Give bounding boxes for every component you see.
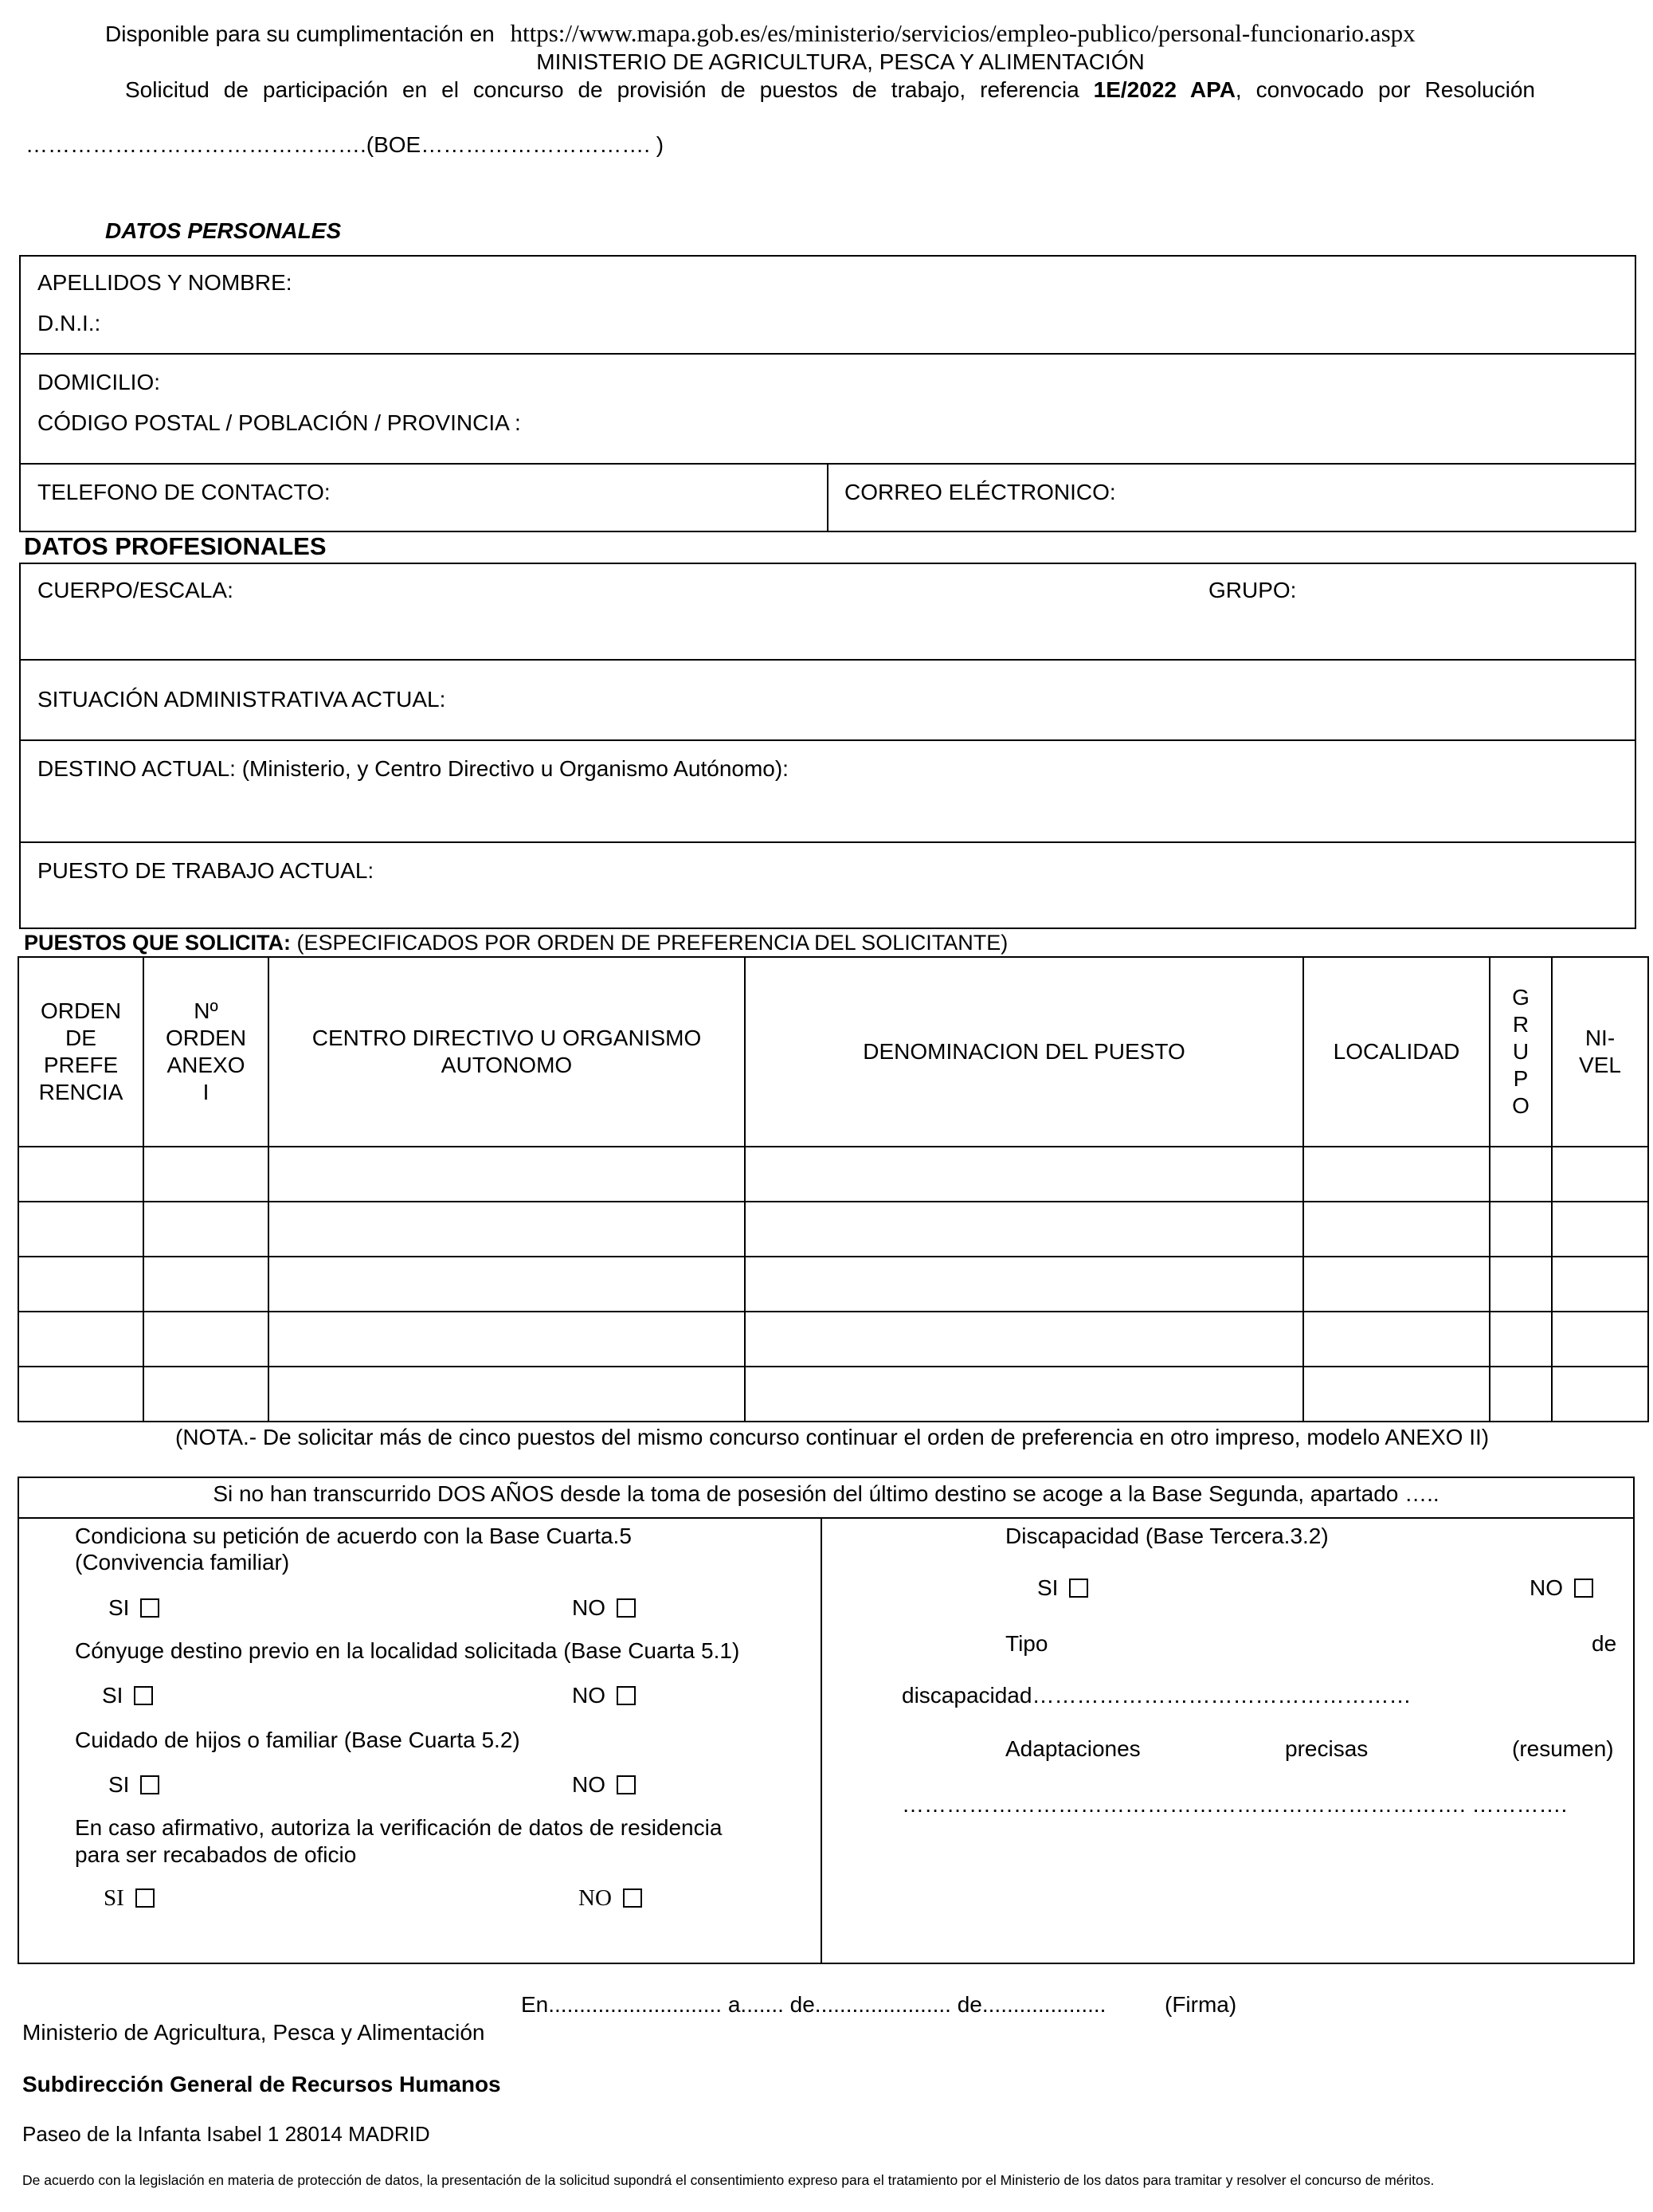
divider xyxy=(19,841,1636,843)
care-condition-label: Cuidado de hijos o familiar (Base Cuarta 5.2) xyxy=(75,1728,520,1752)
checkbox[interactable] xyxy=(617,1775,636,1794)
request-line: Solicitud de participación en el concurso de provisión de puestos de trabajo, referencia 1E/2022 APA, convocado por Resolución xyxy=(125,77,1535,102)
col-header-center: CENTRO DIRECTIVO U ORGANISMO AUTONOMO xyxy=(268,957,745,1147)
availability-line xyxy=(105,19,1416,49)
disability-type-field[interactable]: discapacidad…………………………………………… xyxy=(902,1683,1412,1708)
disability-title: Discapacidad (Base Tercera.3.2) xyxy=(1005,1524,1329,1548)
requested-positions-table xyxy=(18,956,1649,1422)
table-row xyxy=(18,1202,1648,1257)
body-scale-label: CUERPO/ESCALA: xyxy=(37,578,233,602)
availability-url[interactable]: https://www.mapa.gob.es/es/ministerio/servicios/empleo-publico/personal-funcionario.aspx xyxy=(510,19,1416,47)
email-label: CORREO ELÉCTRONICO: xyxy=(844,480,1116,504)
divider xyxy=(19,739,1636,741)
col-header-position-name: DENOMINACION DEL PUESTO xyxy=(745,957,1303,1147)
postal-label: CÓDIGO POSTAL / POBLACIÓN / PROVINCIA : xyxy=(37,410,521,435)
checkbox[interactable] xyxy=(135,1888,155,1908)
col-header-group: G R U P O xyxy=(1490,957,1552,1147)
table-row xyxy=(18,1312,1648,1367)
checkbox[interactable] xyxy=(617,1686,636,1705)
family-condition-no[interactable]: NO xyxy=(572,1594,636,1622)
resolution-line: ……………………………………….(BOE…………………………. ) xyxy=(25,132,664,157)
divider xyxy=(18,1517,1635,1519)
admin-situation-label: SITUACIÓN ADMINISTRATIVA ACTUAL: xyxy=(37,687,446,712)
address-ministry: Ministerio de Agricultura, Pesca y Alimentación xyxy=(22,2020,485,2045)
table-row xyxy=(18,1367,1648,1422)
divider xyxy=(19,353,1636,355)
adaptations-word-3: (resumen) xyxy=(1512,1736,1614,1761)
col-header-level: NI- VEL xyxy=(1552,957,1648,1147)
table-header-row xyxy=(18,957,1648,1147)
adaptations-word-1: Adaptaciones xyxy=(1005,1736,1141,1761)
surname-name-label: APELLIDOS Y NOMBRE: xyxy=(37,270,292,295)
divider xyxy=(821,1517,822,1964)
adaptations-word-2: precisas xyxy=(1285,1736,1369,1761)
availability-prefix: Disponible para su cumplimentación en xyxy=(105,22,495,46)
spouse-condition-label: Cónyuge destino previo en la localidad solicitada (Base Cuarta 5.1) xyxy=(75,1638,740,1663)
dni-label: D.N.I.: xyxy=(37,311,101,335)
professional-section-title: DATOS PROFESIONALES xyxy=(24,532,327,560)
family-condition-sublabel: (Convivencia familiar) xyxy=(75,1550,290,1575)
divider xyxy=(19,659,1636,661)
checkbox[interactable] xyxy=(623,1888,642,1908)
col-header-locality: LOCALIDAD xyxy=(1303,957,1490,1147)
checkbox[interactable] xyxy=(140,1598,159,1618)
positions-section-title: PUESTOS QUE SOLICITA: (ESPECIFICADOS POR ORDEN DE PREFERENCIA DEL SOLICITANTE) xyxy=(24,931,1009,955)
divider xyxy=(827,463,828,532)
family-condition-label: Condiciona su petición de acuerdo con la Base Cuarta.5 xyxy=(75,1524,632,1548)
spouse-condition-yes[interactable]: SI xyxy=(102,1681,153,1710)
residence-verification-label: En caso afirmativo, autoriza la verificación de datos de residencia xyxy=(75,1815,723,1840)
spouse-condition-no[interactable]: NO xyxy=(572,1681,636,1710)
checkbox[interactable] xyxy=(617,1598,636,1618)
address-department: Subdirección General de Recursos Humanos xyxy=(22,2072,501,2096)
current-position-label: PUESTO DE TRABAJO ACTUAL: xyxy=(37,858,374,883)
positions-note: (NOTA.- De solicitar más de cinco puestos del mismo concurso continuar el orden de preferencia en otro impreso, modelo ANEXO II) xyxy=(175,1425,1490,1449)
reference-code: 1E/2022 APA xyxy=(1093,77,1236,102)
group-label: GRUPO: xyxy=(1208,578,1297,602)
checkbox[interactable] xyxy=(1069,1579,1088,1598)
current-destination-label: DESTINO ACTUAL: (Ministerio, y Centro Directivo u Organismo Autónomo): xyxy=(37,756,789,781)
disability-no[interactable]: NO xyxy=(1530,1574,1593,1602)
disability-type-word: Tipo xyxy=(1005,1631,1048,1656)
checkbox[interactable] xyxy=(1574,1579,1593,1598)
family-condition-yes[interactable]: SI xyxy=(108,1594,159,1622)
care-condition-no[interactable]: NO xyxy=(572,1771,636,1799)
residence-verification-sublabel: para ser recabados de oficio xyxy=(75,1842,357,1867)
address-label: DOMICILIO: xyxy=(37,370,161,394)
residence-verification-yes[interactable]: SI xyxy=(104,1884,155,1912)
care-condition-yes[interactable]: SI xyxy=(108,1771,159,1799)
table-row xyxy=(18,1147,1648,1202)
col-header-order: ORDEN DE PREFE RENCIA xyxy=(18,957,143,1147)
ministry-title: MINISTERIO DE AGRICULTURA, PESCA Y ALIMENTACIÓN xyxy=(536,49,1145,74)
residence-verification-no[interactable]: NO xyxy=(578,1884,642,1912)
privacy-notice: De acuerdo con la legislación en materia de protección de datos, la presentación de la solicitud supondrá el consentimiento expreso para el tratamiento por el Ministerio de los datos para tramitar y resolver el concurso de méritos. xyxy=(22,2172,1435,2188)
personal-section-title: DATOS PERSONALES xyxy=(105,218,342,243)
adaptations-field[interactable]: …………………………………………………………………. …………. xyxy=(902,1792,1568,1817)
col-header-annex-number: Nº ORDEN ANEXO I xyxy=(143,957,268,1147)
two-years-line: Si no han transcurrido DOS AÑOS desde la toma de posesión del último destino se acoge a la Base Segunda, apartado ….. xyxy=(213,1481,1440,1506)
table-row xyxy=(18,1257,1648,1312)
checkbox[interactable] xyxy=(134,1686,153,1705)
phone-label: TELEFONO DE CONTACTO: xyxy=(37,480,331,504)
date-line[interactable]: En............................ a....... de...................... de.................... xyxy=(521,1992,1107,2017)
disability-type-de: de xyxy=(1592,1631,1617,1656)
address-street: Paseo de la Infanta Isabel 1 28014 MADRID xyxy=(22,2122,430,2146)
signature-label: (Firma) xyxy=(1165,1992,1237,2017)
disability-yes[interactable]: SI xyxy=(1037,1574,1088,1602)
checkbox[interactable] xyxy=(140,1775,159,1794)
